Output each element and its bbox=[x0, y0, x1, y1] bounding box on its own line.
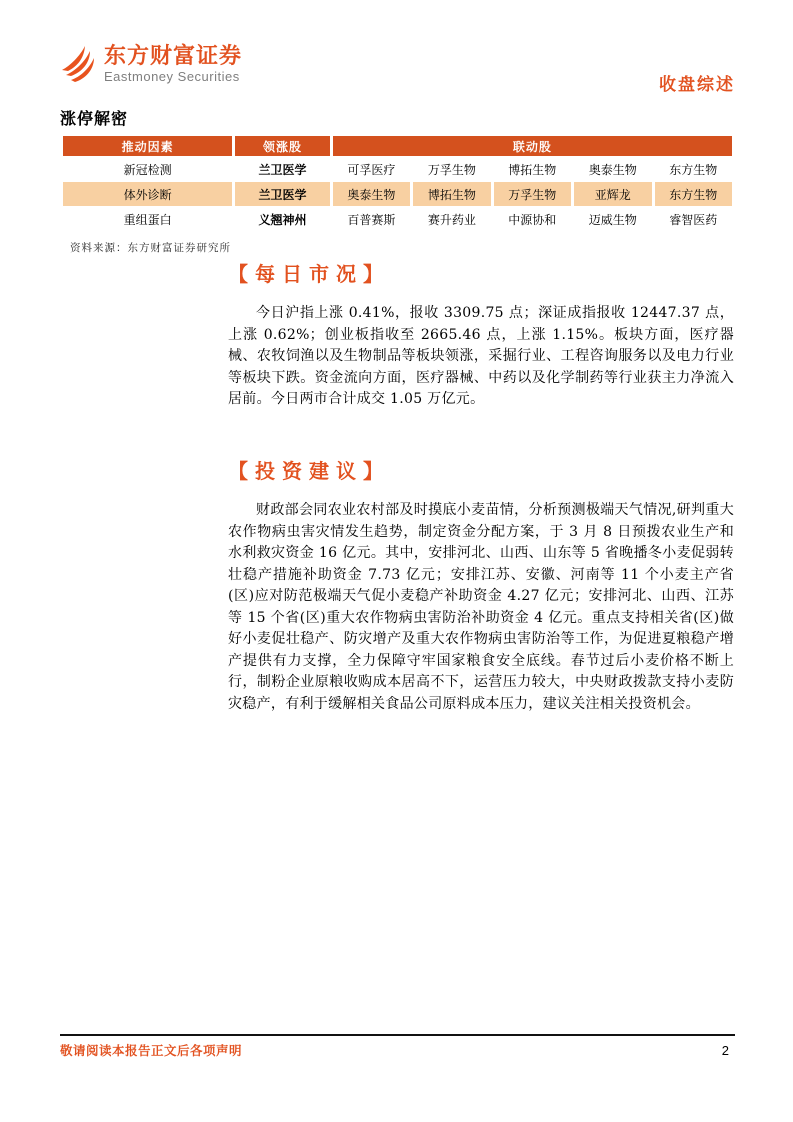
table-header-row bbox=[63, 136, 732, 156]
logo-text bbox=[104, 44, 242, 84]
linked-stock-cell: 赛升药业 bbox=[427, 212, 476, 227]
factor-cell: 重组蛋白 bbox=[123, 212, 172, 227]
company-logo bbox=[60, 44, 242, 84]
factor-cell: 体外诊断 bbox=[63, 182, 232, 206]
linked-stock-cell: 亚辉龙 bbox=[574, 182, 651, 206]
logo-name-en: Eastmoney Securities bbox=[104, 69, 240, 85]
page-number: 2 bbox=[721, 1042, 729, 1058]
limit-up-section bbox=[60, 106, 735, 255]
section-title-daily-market: 【每日市况】 bbox=[228, 262, 390, 286]
linked-stock-cell: 万孚生物 bbox=[427, 162, 476, 177]
linked-stock-cell: 可孚医疗 bbox=[347, 162, 396, 177]
col-header-leader: 领涨股 bbox=[235, 136, 329, 156]
linked-stock-cell: 博拓生物 bbox=[413, 182, 490, 206]
linked-stock-cell: 睿智医药 bbox=[669, 212, 718, 227]
linked-stock-cell: 中源协和 bbox=[508, 212, 557, 227]
table-row bbox=[63, 182, 732, 206]
linked-stock-cell: 奥泰生物 bbox=[588, 162, 637, 177]
investment-advice-paragraph: 财政部会同农业农村部及时摸底小麦苗情，分析预测极端天气情况,研判重大农作物病虫害灾情发生趋势，制定资金分配方案，于 3 月 8 日预拨农业生产和水利救灾资金 16 亿元。其中，安排河北、山西、山东等 5 省晚播冬小麦促弱转壮稳产措施补助资金 7.73 亿元；安排江苏、安徽、河南等 11 个小麦主产省(区)应对防范极端天气促小麦稳产补助资金 4.27 亿元；安排河北、山西、江苏等 15 个省(区)重大农作物病虫害防治补助资金 4 亿元。重点支持相关省(区)做好小麦促壮稳产、防灾增产及重大农作物病虫害防治等工作，为促进夏粮稳产增产提供有力支撑，全力保障守牢国家粮食安全底线。春节过后小麦价格不断上行，制粉企业原粮收购成本居高不下，运营压力较大，中央财政拨款支持小麦防灾稳产，有利于缓解相关食品公司原料成本压力，建议关注相关投资机会。 bbox=[228, 502, 734, 712]
table-row bbox=[63, 157, 732, 181]
table-row bbox=[63, 207, 732, 231]
col-header-factor: 推动因素 bbox=[63, 136, 232, 156]
logo-name-cn: 东方财富证券 bbox=[104, 43, 243, 68]
footer-disclaimer: 敬请阅读本报告正文后各项声明 bbox=[60, 1044, 243, 1058]
daily-market-section bbox=[228, 258, 734, 411]
investment-advice-section bbox=[228, 455, 734, 715]
linked-stock-cell: 东方生物 bbox=[669, 162, 718, 177]
leader-stock-cell: 兰卫医学 bbox=[235, 182, 329, 206]
report-type-label: 收盘综述 bbox=[659, 75, 735, 94]
col-header-linked: 联动股 bbox=[333, 136, 732, 156]
leader-stock-cell: 义翘神州 bbox=[258, 212, 307, 227]
daily-market-paragraph: 今日沪指上涨 0.41%，报收 3309.75 点；深证成指报收 12447.37 点，上涨 0.62%；创业板指收至 2665.46 点，上涨 1.15%。板块方面，医疗器械、农牧饲渔以及生物制品等板块领涨，采掘行业、工程咨询服务以及电力行业等板块下跌。资金流向方面，医疗器械、中药以及化学制药等行业获主力净流入居前。今日两市合计成交 1.05 万亿元。 bbox=[228, 305, 734, 407]
footer-divider bbox=[60, 1034, 735, 1036]
linked-stock-cell: 万孚生物 bbox=[494, 182, 571, 206]
linked-stock-cell: 博拓生物 bbox=[508, 162, 557, 177]
linked-stock-cell: 百普赛斯 bbox=[347, 212, 396, 227]
eastmoney-logo-icon bbox=[60, 44, 96, 84]
report-header bbox=[60, 44, 735, 95]
linked-stock-cell: 迈威生物 bbox=[588, 212, 637, 227]
leader-stock-cell: 兰卫医学 bbox=[258, 162, 307, 177]
linked-stock-cell: 奥泰生物 bbox=[333, 182, 410, 206]
data-source-note: 资料来源：东方财富证券研究所 bbox=[70, 242, 231, 254]
section-title-investment-advice: 【投资建议】 bbox=[228, 459, 390, 483]
limit-up-table bbox=[60, 135, 735, 232]
linked-stock-cell: 东方生物 bbox=[655, 182, 732, 206]
factor-cell: 新冠检测 bbox=[123, 162, 172, 177]
page-footer bbox=[60, 1034, 735, 1059]
section-title-limit-up: 涨停解密 bbox=[60, 109, 129, 128]
